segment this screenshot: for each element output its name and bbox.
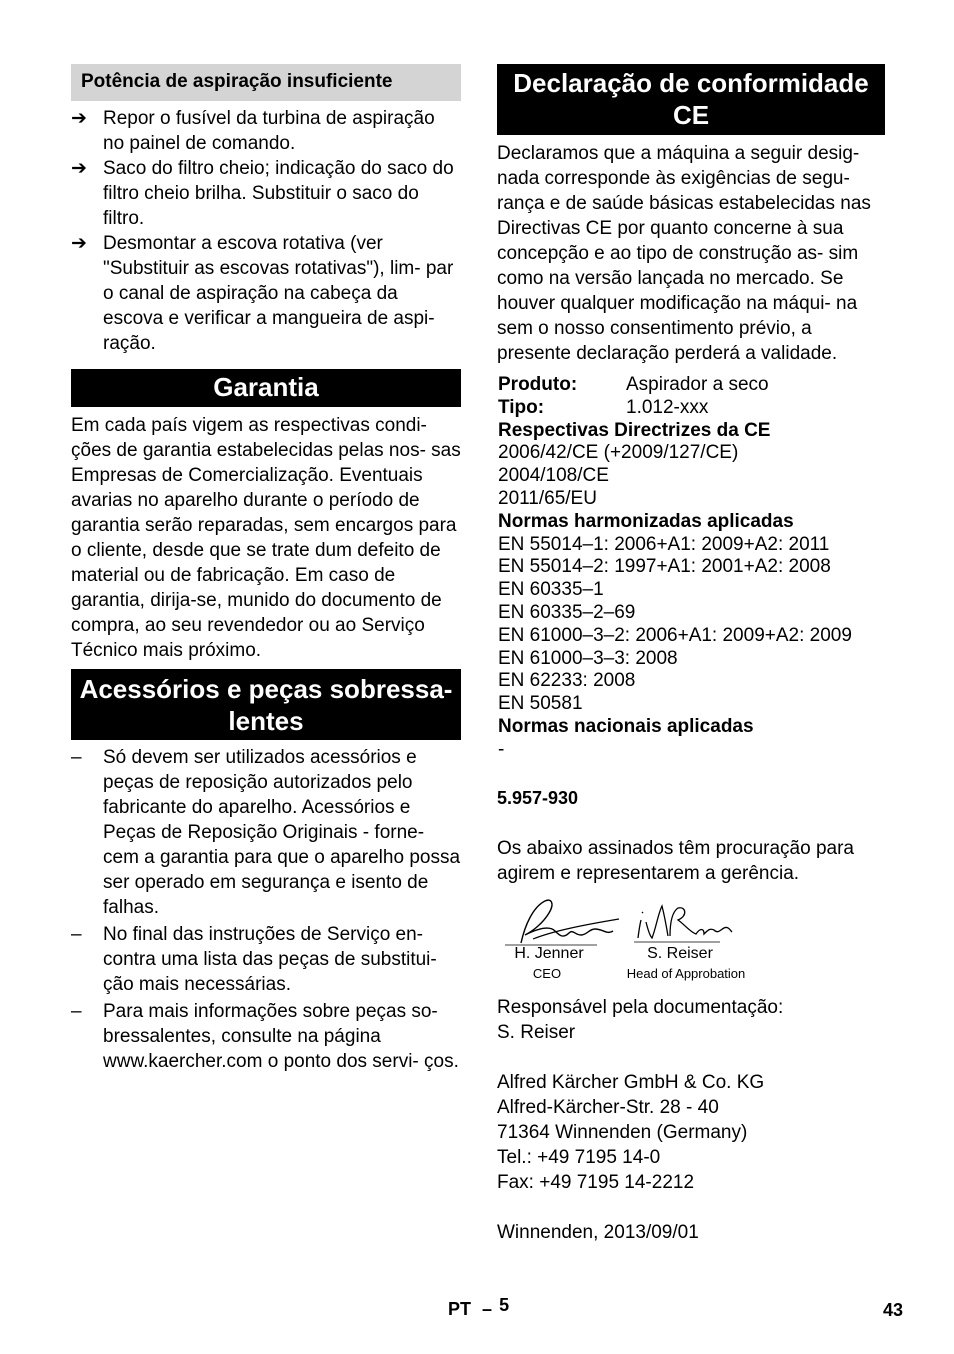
national-standards-value: -: [498, 738, 505, 760]
section-title-declaration: Declaração de conformidade CE: [497, 64, 885, 135]
page-number: 43: [883, 1300, 904, 1320]
arrow-right-icon: ➔: [71, 108, 87, 129]
standard-item: EN 61000–3–3: 2008: [498, 647, 678, 669]
section-title-garantia: Garantia: [71, 369, 461, 407]
directive-item: 2006/42/CE (+2009/127/CE): [498, 442, 739, 464]
dash-bullet: –: [71, 1001, 82, 1022]
spec-row-product: Produto: Aspirador a seco: [498, 374, 769, 395]
part-number: 5.957-930: [497, 788, 579, 808]
address-line: Alfred-Kärcher-Str. 28 - 40: [497, 1097, 719, 1118]
national-standards-label: Normas nacionais aplicadas: [498, 715, 754, 737]
directives-label: Respectivas Directrizes da CE: [498, 419, 771, 441]
standard-item: EN 60335–2–69: [498, 601, 636, 623]
signer-role-approbation: Head of Approbation: [626, 966, 746, 981]
documentation-responsible: Responsável pela documentação: S. Reiser: [497, 997, 784, 1043]
declaration-paragraph: Declaramos que a máquina a seguir desig- nada corresponde às exigências de segu- rança e de saúde básicas estabelecidas nas Directivas CE por quanto concerne à sua concepção e ao tipo de construção as- sim como na versão lançada no mercado. Se houver qualquer modificação na máqui- na sem o nosso consentimento prévio, a presente declaração perderá a validade.: [497, 143, 871, 364]
section-title-accessories: Acessórios e peças sobressa- lentes: [71, 669, 461, 740]
standard-item: EN 55014–2: 1997+A1: 2001+A2: 2008: [498, 556, 831, 578]
list-item: – Para mais informações sobre peças so- bressalentes, consulte na página www.kaercher.com o ponto dos servi- ços.: [71, 1001, 459, 1072]
signature-reiser: [634, 900, 734, 946]
signature-jenner: [503, 895, 623, 951]
standard-item: EN 61000–3–2: 2006+A1: 2009+A2: 2009: [498, 624, 852, 646]
company-address: [497, 1070, 887, 1195]
arrow-list: [71, 106, 461, 356]
list-item: – Só devem ser utilizados acessórios e peças de reposição autorizados pelo fabricante do aparelho. Acessórios e Peças de Reposição Originais - forne- cem a garantia para que o aparelho possa ser operado em segurança e isento de falhas.: [71, 747, 461, 918]
standard-item: EN 60335–1: [498, 579, 604, 601]
address-line: Tel.: +49 7195 14-0: [497, 1147, 661, 1168]
signer-name-reiser: S. Reiser: [647, 945, 713, 962]
arrow-right-icon: ➔: [71, 233, 87, 254]
standard-item: EN 50581: [498, 693, 583, 715]
directive-item: 2011/65/EU: [498, 487, 597, 509]
address-line: Alfred Kärcher GmbH & Co. KG: [497, 1072, 765, 1093]
list-item: ➔ Repor o fusível da turbina de aspiração no painel de comando.: [71, 108, 435, 154]
signer-name-jenner: H. Jenner: [514, 945, 584, 962]
list-item: ➔ Saco do filtro cheio; indicação do saco do filtro cheio brilha. Substituir o saco do filtro.: [71, 158, 454, 229]
product-specs: [498, 374, 888, 762]
place-date: Winnenden, 2013/09/01: [497, 1222, 699, 1243]
garantia-paragraph: Em cada país vigem as respectivas condi- ções de garantia estabelecidas pelas nos- sas Empresas de Comercialização. Eventuais avarias no aparelho durante o período de garantia serão reparadas, sem encargos para o cliente, desde que se trate dum defeito de material ou de fabricação. Em caso de garantia, dirija-se, munido do documento de compra, ao seu revendedor ou ao Serviço Técnico mais próximo.: [71, 415, 461, 661]
directive-item: 2004/108/CE: [498, 465, 609, 487]
address-line: Fax: +49 7195 14-2212: [497, 1172, 695, 1193]
list-item: – No final das instruções de Serviço en- contra uma lista das peças de substitui- ção mais necessárias.: [71, 924, 437, 995]
spec-row-type: Tipo: 1.012-xxx: [498, 396, 709, 418]
dash-list: [71, 745, 461, 1074]
arrow-right-icon: ➔: [71, 158, 87, 179]
dash-bullet: –: [71, 747, 82, 768]
harmonized-standards-label: Normas harmonizadas aplicadas: [498, 510, 794, 532]
signatories-paragraph: Os abaixo assinados têm procuração para agirem e representarem a gerência.: [497, 838, 854, 884]
standard-item: EN 62233: 2008: [498, 670, 636, 692]
signer-role-ceo: CEO: [532, 966, 562, 981]
standard-item: EN 55014–1: 2006+A1: 2009+A2: 2011: [498, 533, 830, 555]
dash-bullet: –: [71, 924, 82, 945]
address-line: 71364 Winnenden (Germany): [497, 1122, 748, 1143]
list-item: ➔ Desmontar a escova rotativa (ver "Substituir as escovas rotativas"), lim- par o canal de aspiração na cabeça da escova e verificar a mangueira de aspi- ração.: [71, 233, 454, 354]
footer-language-page: PT – 5: [448, 1295, 510, 1319]
section-heading-suction-power: Potência de aspiração insuficiente: [71, 64, 461, 101]
